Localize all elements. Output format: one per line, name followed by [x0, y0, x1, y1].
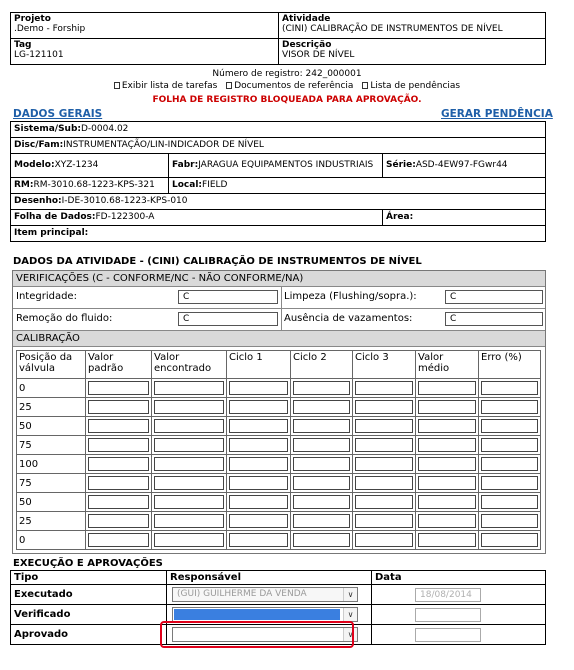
error-percent-input[interactable]	[481, 533, 538, 547]
cycle-2-input[interactable]	[293, 514, 350, 528]
standard-value-input[interactable]	[88, 438, 149, 452]
found-value-input[interactable]	[154, 514, 224, 528]
col-type: Tipo	[11, 571, 167, 585]
found-value-input[interactable]	[154, 438, 224, 452]
activity-title: DADOS DA ATIVIDADE - (CINI) CALIBRAÇÃO DE INSTRUMENTOS DE NÍVEL	[13, 256, 422, 267]
cycle-3-input[interactable]	[355, 533, 413, 547]
tag-cell	[11, 39, 279, 65]
links-row	[0, 80, 574, 92]
calibration-cell	[86, 436, 152, 455]
calibration-cell	[152, 436, 227, 455]
calibration-cell	[416, 493, 479, 512]
create-pending-link[interactable]: GERAR PENDÊNCIA	[441, 108, 553, 120]
document-icon	[226, 82, 232, 89]
calibration-cell	[479, 455, 541, 474]
col-cycle-1: Ciclo 1	[227, 351, 291, 379]
reference-docs-label: Documentos de referência	[234, 81, 354, 91]
executed-date-input[interactable]: 18/08/2014	[415, 588, 481, 602]
cycle-3-input[interactable]	[355, 495, 413, 509]
calibration-cell	[479, 474, 541, 493]
calibration-band: CALIBRAÇÃO	[13, 331, 545, 347]
calibration-cell	[86, 493, 152, 512]
project-label: Projeto	[14, 14, 51, 24]
valve-position-value: 50	[17, 417, 86, 436]
valve-position-value: 75	[17, 474, 86, 493]
col-valve-position: Posição da válvula	[17, 351, 86, 379]
task-list-link[interactable]	[114, 81, 217, 91]
standard-value-input[interactable]	[88, 400, 149, 414]
serial-label: Série:	[386, 160, 416, 170]
calibration-cell	[152, 493, 227, 512]
calibration-row	[17, 493, 541, 512]
model-cell	[11, 154, 169, 178]
valve-position-value: 75	[17, 436, 86, 455]
approved-label: Aprovado	[11, 625, 167, 645]
calibration-cell	[86, 531, 152, 550]
local-cell	[169, 178, 546, 194]
found-value-input[interactable]	[154, 381, 224, 395]
tag-value: LG-121101	[14, 50, 64, 60]
verified-label: Verificado	[11, 605, 167, 625]
valve-position-value: 0	[17, 379, 86, 398]
calibration-cell	[227, 436, 291, 455]
chevron-down-icon: ∨	[343, 628, 357, 641]
error-percent-input[interactable]	[481, 514, 538, 528]
calibration-cell	[291, 398, 353, 417]
cycle-3-input[interactable]	[355, 438, 413, 452]
calibration-cell	[86, 474, 152, 493]
calibration-cell	[227, 455, 291, 474]
cycle-3-input[interactable]	[355, 476, 413, 490]
calibration-cell	[416, 379, 479, 398]
col-error-percent: Erro (%)	[479, 351, 541, 379]
leak-absence-input[interactable]: C	[445, 312, 543, 326]
cycle-1-input[interactable]	[229, 457, 288, 471]
system-label: Sistema/Sub:	[14, 124, 81, 134]
cycle-1-input[interactable]	[229, 533, 288, 547]
calibration-cell	[353, 398, 416, 417]
error-percent-input[interactable]	[481, 381, 538, 395]
average-value-input[interactable]	[418, 476, 476, 490]
task-list-label: Exibir lista de tarefas	[121, 81, 218, 91]
drawing-label: Desenho:	[14, 196, 62, 206]
chevron-down-icon: ∨	[343, 588, 357, 601]
calibration-row	[17, 512, 541, 531]
calibration-cell	[479, 417, 541, 436]
calibration-cell	[291, 474, 353, 493]
average-value-input[interactable]	[418, 400, 476, 414]
executed-responsible-select[interactable]	[172, 587, 358, 602]
datasheet-label: Folha de Dados:	[14, 212, 96, 222]
calibration-cell	[152, 531, 227, 550]
cycle-1-input[interactable]	[229, 419, 288, 433]
col-found-value: Valor encontrado	[152, 351, 227, 379]
cycle-2-input[interactable]	[293, 438, 350, 452]
found-value-input[interactable]	[154, 533, 224, 547]
cycle-2-input[interactable]	[293, 476, 350, 490]
calibration-row	[17, 531, 541, 550]
datasheet-cell	[11, 210, 383, 226]
calibration-cell	[86, 417, 152, 436]
maker-value: JARAGUA EQUIPAMENTOS INDUSTRIAIS	[198, 160, 374, 170]
calibration-cell	[291, 512, 353, 531]
chevron-down-icon: ∨	[343, 608, 357, 621]
area-label: Área:	[386, 212, 414, 222]
calibration-cell	[416, 417, 479, 436]
calibration-row	[17, 474, 541, 493]
calibration-cell	[152, 455, 227, 474]
rm-label: RM:	[14, 180, 34, 190]
calibration-cell	[479, 493, 541, 512]
calibration-cell	[353, 455, 416, 474]
cycle-2-input[interactable]	[293, 419, 350, 433]
approved-date-input[interactable]	[415, 628, 481, 642]
calibration-cell	[416, 398, 479, 417]
project-cell	[11, 13, 279, 39]
cleaning-label: Limpeza (Flushing/sopra.):	[284, 291, 417, 302]
found-value-input[interactable]	[154, 495, 224, 509]
main-item-label: Item principal:	[14, 228, 89, 238]
local-label: Local:	[172, 180, 203, 190]
model-label: Modelo:	[14, 160, 55, 170]
approved-date-cell	[372, 625, 546, 645]
calibration-row	[17, 436, 541, 455]
cycle-1-input[interactable]	[229, 495, 288, 509]
standard-value-input[interactable]	[88, 533, 149, 547]
disc-cell	[11, 138, 546, 154]
description-value: VISOR DE NÍVEL	[282, 50, 355, 60]
calibration-row	[17, 398, 541, 417]
calibration-cell	[291, 493, 353, 512]
calibration-cell	[227, 512, 291, 531]
verification-row	[13, 287, 545, 309]
error-percent-input[interactable]	[481, 457, 538, 471]
calibration-cell	[227, 417, 291, 436]
col-responsible: Responsável	[167, 571, 372, 585]
col-cycle-2: Ciclo 2	[291, 351, 353, 379]
calibration-cell	[479, 512, 541, 531]
calibration-cell	[227, 493, 291, 512]
cycle-3-input[interactable]	[355, 457, 413, 471]
verified-date-input[interactable]	[415, 608, 481, 622]
calibration-cell	[291, 455, 353, 474]
area-cell	[383, 210, 546, 226]
maker-cell	[169, 154, 383, 178]
cleaning-input[interactable]: C	[445, 290, 543, 304]
activity-cell	[279, 13, 546, 39]
cycle-3-input[interactable]	[355, 400, 413, 414]
executed-row	[11, 585, 546, 605]
activity-panel	[12, 270, 546, 554]
calibration-cell	[291, 436, 353, 455]
verifications-band: VERIFICAÇÕES (C - CONFORME/NC - NÃO CONFORME/NA)	[13, 271, 545, 287]
average-value-input[interactable]	[418, 381, 476, 395]
calibration-cell	[152, 379, 227, 398]
executed-responsible-cell	[167, 585, 372, 605]
found-value-input[interactable]	[154, 476, 224, 490]
cycle-2-input[interactable]	[293, 495, 350, 509]
error-percent-input[interactable]	[481, 400, 538, 414]
calibration-cell	[86, 512, 152, 531]
tag-label: Tag	[14, 40, 32, 50]
system-value: D-0004.02	[81, 124, 129, 134]
standard-value-input[interactable]	[88, 457, 149, 471]
calibration-cell	[227, 474, 291, 493]
calibration-cell	[227, 398, 291, 417]
blocked-message: FOLHA DE REGISTRO BLOQUEADA PARA APROVAÇÃO.	[152, 95, 422, 105]
error-percent-input[interactable]	[481, 438, 538, 452]
integrity-label: Integridade:	[16, 291, 77, 302]
calibration-cell	[479, 531, 541, 550]
executed-responsible-value: (GUI) GUILHERME DA VENDA	[177, 589, 307, 599]
focus-highlight-outline	[160, 621, 354, 648]
calibration-cell	[86, 455, 152, 474]
description-label: Descrição	[282, 40, 332, 50]
calibration-cell	[416, 531, 479, 550]
cycle-2-input[interactable]	[293, 381, 350, 395]
leak-absence-label: Ausência de vazamentos:	[284, 313, 413, 324]
standard-value-input[interactable]	[88, 381, 149, 395]
calibration-cell	[353, 417, 416, 436]
col-average-value: Valor médio	[416, 351, 479, 379]
standard-value-input[interactable]	[88, 419, 149, 433]
calibration-cell	[227, 379, 291, 398]
error-percent-input[interactable]	[481, 476, 538, 490]
cycle-2-input[interactable]	[293, 457, 350, 471]
executed-date-cell	[372, 585, 546, 605]
verified-date-cell	[372, 605, 546, 625]
calibration-row	[17, 417, 541, 436]
calibration-cell	[152, 474, 227, 493]
error-percent-input[interactable]	[481, 495, 538, 509]
serial-cell	[383, 154, 546, 178]
average-value-input[interactable]	[418, 457, 476, 471]
fluid-removal-label: Remoção do fluido:	[16, 313, 113, 324]
calibration-cell	[353, 531, 416, 550]
error-percent-input[interactable]	[481, 419, 538, 433]
found-value-input[interactable]	[154, 400, 224, 414]
rm-value: RM-3010.68-1223-KPS-321	[33, 180, 155, 190]
cycle-1-input[interactable]	[229, 514, 288, 528]
calibration-cell	[353, 436, 416, 455]
calibration-cell	[291, 417, 353, 436]
cycle-3-input[interactable]	[355, 514, 413, 528]
cycle-1-input[interactable]	[229, 476, 288, 490]
execution-header-row	[11, 571, 546, 585]
calibration-cell	[86, 379, 152, 398]
average-value-input[interactable]	[418, 438, 476, 452]
cycle-3-input[interactable]	[355, 419, 413, 433]
average-value-input[interactable]	[418, 495, 476, 509]
system-cell	[11, 122, 546, 138]
calibration-table	[16, 350, 541, 550]
found-value-input[interactable]	[154, 419, 224, 433]
standard-value-input[interactable]	[88, 514, 149, 528]
col-cycle-3: Ciclo 3	[353, 351, 416, 379]
main-item-cell	[11, 226, 546, 242]
calibration-cell	[416, 436, 479, 455]
average-value-input[interactable]	[418, 514, 476, 528]
col-standard-value: Valor padrão	[86, 351, 152, 379]
standard-value-input[interactable]	[88, 495, 149, 509]
calibration-cell	[479, 436, 541, 455]
pending-list-label: Lista de pendências	[370, 81, 461, 91]
disc-label: Disc/Fam:	[14, 140, 64, 150]
calibration-row	[17, 455, 541, 474]
cycle-1-input[interactable]	[229, 381, 288, 395]
description-cell	[279, 39, 546, 65]
cycle-2-input[interactable]	[293, 533, 350, 547]
activity-label: Atividade	[282, 14, 331, 24]
average-value-input[interactable]	[418, 419, 476, 433]
reference-docs-link[interactable]	[226, 81, 353, 91]
valve-position-value: 50	[17, 493, 86, 512]
calibration-header-row	[17, 351, 541, 379]
calibration-cell	[152, 417, 227, 436]
general-data-table	[10, 121, 546, 242]
calibration-cell	[291, 379, 353, 398]
verified-responsible-select[interactable]	[172, 607, 358, 622]
calibration-body	[17, 379, 541, 550]
datasheet-value: FD-122300-A	[95, 212, 155, 222]
registration-number: Número de registro: 242_000001	[212, 69, 362, 79]
integrity-input[interactable]: C	[178, 290, 278, 304]
cycle-2-input[interactable]	[293, 400, 350, 414]
calibration-cell	[353, 474, 416, 493]
valve-position-value: 25	[17, 398, 86, 417]
header-table	[10, 12, 546, 65]
selected-option-highlight	[174, 609, 340, 620]
pending-list-link[interactable]	[362, 81, 460, 91]
cycle-3-input[interactable]	[355, 381, 413, 395]
activity-value: (CINI) CALIBRAÇÃO DE INSTRUMENTOS DE NÍVEL	[282, 24, 503, 34]
average-value-input[interactable]	[418, 533, 476, 547]
calibration-cell	[86, 398, 152, 417]
calibration-cell	[353, 493, 416, 512]
drawing-value: I-DE-3010.68-1223-KPS-010	[61, 196, 188, 206]
calibration-cell	[416, 474, 479, 493]
calibration-cell	[479, 398, 541, 417]
document-icon	[362, 82, 368, 89]
found-value-input[interactable]	[154, 457, 224, 471]
model-value: XYZ-1234	[54, 160, 99, 170]
valve-position-value: 25	[17, 512, 86, 531]
calibration-cell	[416, 512, 479, 531]
calibration-cell	[353, 379, 416, 398]
cycle-1-input[interactable]	[229, 400, 288, 414]
calibration-cell	[152, 398, 227, 417]
valve-position-value: 0	[17, 531, 86, 550]
executed-label: Executado	[11, 585, 167, 605]
standard-value-input[interactable]	[88, 476, 149, 490]
calibration-cell	[479, 379, 541, 398]
verification-row	[13, 309, 545, 331]
cycle-1-input[interactable]	[229, 438, 288, 452]
fluid-removal-input[interactable]: C	[178, 312, 278, 326]
local-value: FIELD	[202, 180, 228, 190]
rm-cell	[11, 178, 169, 194]
valve-position-value: 100	[17, 455, 86, 474]
calibration-cell	[416, 455, 479, 474]
disc-value: INSTRUMENTAÇÃO/LIN-INDICADOR DE NÍVEL	[63, 140, 264, 150]
calibration-cell	[291, 531, 353, 550]
document-icon	[114, 82, 120, 89]
serial-value: ASD-4EW97-FGwr44	[415, 160, 508, 170]
calibration-cell	[152, 512, 227, 531]
maker-label: Fabr:	[172, 160, 199, 170]
project-value: .Demo - Forship	[14, 24, 86, 34]
col-date: Data	[372, 571, 546, 585]
execution-title: EXECUÇÃO E APROVAÇÕES	[13, 558, 163, 569]
calibration-cell	[353, 512, 416, 531]
calibration-cell	[227, 531, 291, 550]
general-data-link[interactable]: DADOS GERAIS	[13, 108, 103, 120]
calibration-row	[17, 379, 541, 398]
drawing-cell	[11, 194, 546, 210]
